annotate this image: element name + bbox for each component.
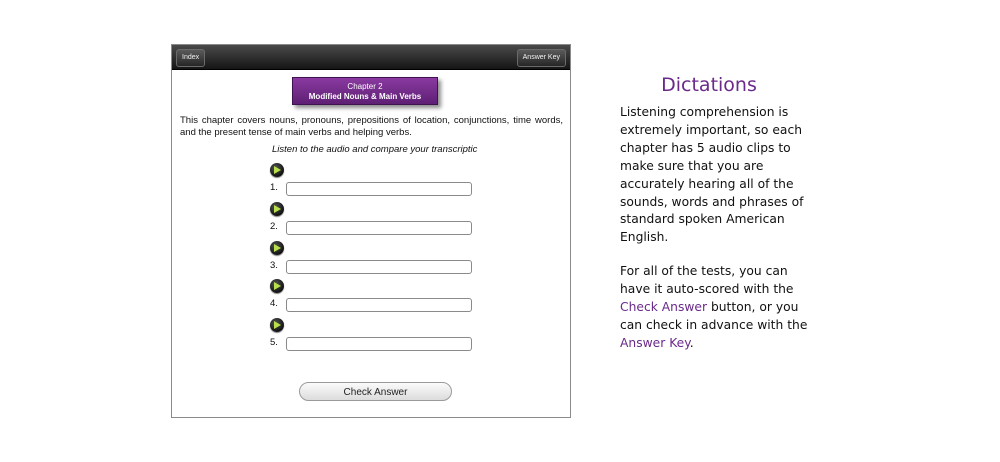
side-panel: [620, 70, 820, 353]
chapter-description: This chapter covers nouns, pronouns, prepositions of location, conjunctions, time words, and the present tense of main verbs and helping verbs.: [180, 115, 563, 138]
chapter-subtitle: Modified Nouns & Main Verbs: [308, 92, 422, 101]
play-icon[interactable]: [270, 241, 284, 255]
item-number: 3.: [270, 260, 278, 271]
check-answer-button[interactable]: Check Answer: [299, 382, 452, 401]
chapter-banner: [292, 77, 438, 105]
answer-input-5[interactable]: [286, 337, 472, 351]
paragraph-text: button, or you can check in advance with the: [620, 300, 808, 332]
paragraph-end: .: [689, 335, 694, 350]
play-icon[interactable]: [270, 318, 284, 332]
answer-input-2[interactable]: [286, 221, 472, 235]
side-paragraph-1: Listening comprehension is extremely important, so each chapter has 5 audio clips to make sure that you are accurately hearing all of the sounds, words and phrases of standard spoken American English.: [620, 105, 804, 245]
play-icon[interactable]: [270, 279, 284, 293]
chapter-title: Chapter 2: [347, 82, 383, 91]
item-number: 2.: [270, 221, 278, 232]
item-number: 4.: [270, 298, 278, 309]
side-title: Dictations: [661, 74, 757, 96]
item-number: 1.: [270, 182, 278, 193]
answer-input-1[interactable]: [286, 182, 472, 196]
answer-key-highlight: Answer Key: [620, 335, 690, 350]
app-screen: [171, 44, 571, 418]
index-button[interactable]: Index: [176, 49, 205, 67]
play-icon[interactable]: [270, 202, 284, 216]
instruction-text: Listen to the audio and compare your transcriptic: [272, 144, 478, 155]
answer-input-4[interactable]: [286, 298, 472, 312]
play-icon[interactable]: [270, 163, 284, 177]
answer-input-3[interactable]: [286, 260, 472, 274]
side-paragraph-2: [620, 263, 820, 353]
top-toolbar: [172, 45, 570, 70]
item-number: 5.: [270, 337, 278, 348]
paragraph-text: For all of the tests, you can have it auto-scored with the: [620, 264, 794, 297]
check-answer-highlight: Check Answer: [620, 300, 708, 315]
answer-key-button[interactable]: Answer Key: [517, 49, 566, 67]
